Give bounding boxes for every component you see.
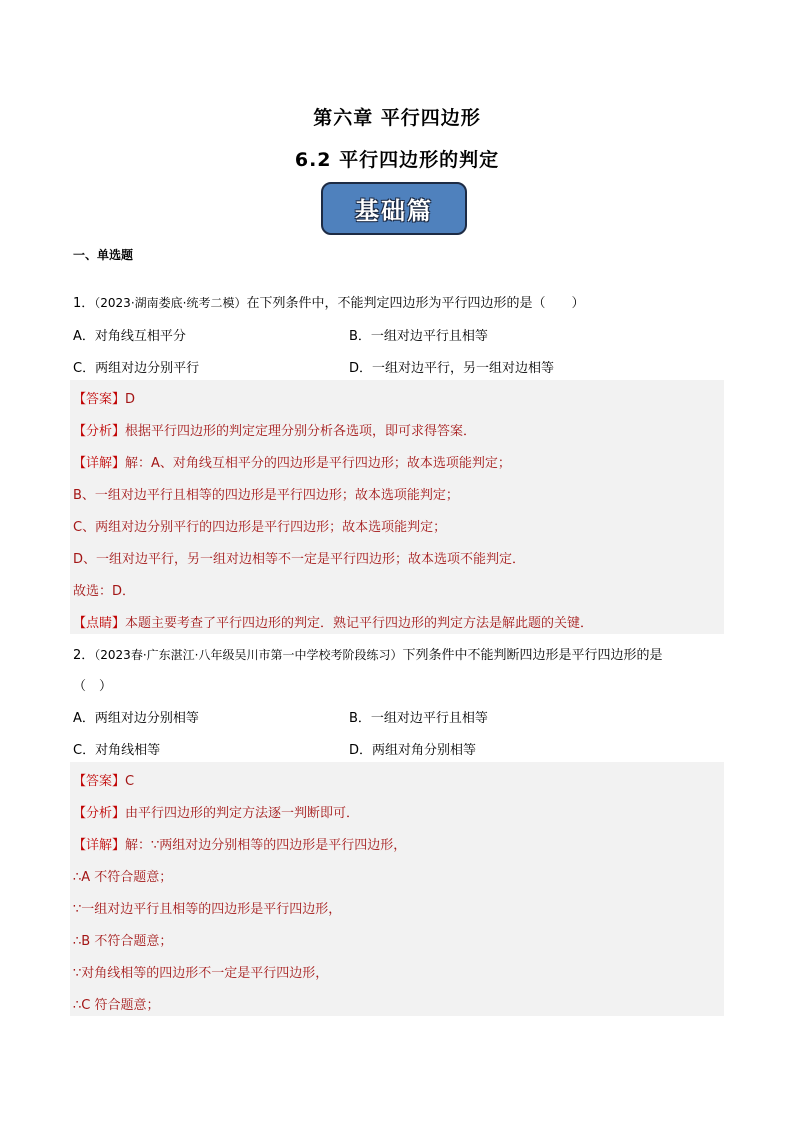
answer-tag: 【答案】 bbox=[73, 392, 126, 407]
question-number: 2． bbox=[73, 648, 95, 663]
q2-detail-line: ∴C 符合题意； bbox=[73, 998, 160, 1013]
q2-detail-line: ∵一组对边平行且相等的四边形是平行四边形， bbox=[73, 902, 342, 917]
q2-option-c: C．对角线相等 bbox=[73, 743, 161, 758]
comment-text: 本题主要考查了平行四边形的判定．熟记平行四边形的判定方法是解此题的关键． bbox=[125, 616, 594, 631]
section-title: 6.2 平行四边形的判定 bbox=[294, 149, 500, 171]
q1-detail-line: C、两组对边分别平行的四边形是平行四边形；故本选项能判定； bbox=[73, 520, 447, 535]
question-text: 在下列条件中，不能判定四边形为平行四边形的是（ ） bbox=[246, 296, 585, 311]
q2-detail-line: ∵对角线相等的四边形不一定是平行四边形， bbox=[73, 966, 329, 981]
q2-option-d: D．两组对角分别相等 bbox=[349, 743, 477, 758]
detail-line: 解：∵两组对边分别相等的四边形是平行四边形， bbox=[125, 838, 407, 853]
q1-option-b: B．一组对边平行且相等 bbox=[349, 329, 488, 344]
question-number: 1． bbox=[73, 296, 95, 311]
q1-detail bbox=[73, 452, 511, 471]
question-text: 下列条件中不能判断四边形是平行四边形的是 bbox=[402, 648, 663, 663]
detail-tag: 【详解】 bbox=[73, 838, 126, 853]
chapter-title: 第六章 平行四边形 bbox=[313, 107, 481, 129]
q1-detail-line: B、一组对边平行且相等的四边形是平行四边形；故本选项能判定； bbox=[73, 488, 459, 503]
q1-option-c: C．两组对边分别平行 bbox=[73, 361, 200, 376]
analysis-text: 根据平行四边形的判定定理分别分析各选项，即可求得答案． bbox=[125, 424, 477, 439]
question-2-stem bbox=[73, 644, 662, 663]
q2-option-a: A．两组对边分别相等 bbox=[73, 711, 199, 726]
question-source: （2023·湖南娄底·统考二模） bbox=[94, 296, 247, 310]
question-1-stem bbox=[73, 292, 584, 311]
q1-comment bbox=[73, 612, 593, 631]
analysis-text: 由平行四边形的判定方法逐一判断即可． bbox=[125, 806, 360, 821]
answer-value: C bbox=[125, 774, 135, 789]
analysis-tag: 【分析】 bbox=[73, 806, 126, 821]
analysis-tag: 【分析】 bbox=[73, 424, 126, 439]
part-heading: 一、单选题 bbox=[73, 248, 134, 262]
question-2-stem-cont: （ ） bbox=[73, 679, 113, 694]
q1-detail-line: D、一组对边平行，另一组对边相等不一定是平行四边形；故本选项不能判定． bbox=[73, 552, 526, 567]
q1-option-a: A．对角线互相平分 bbox=[73, 329, 186, 344]
detail-tag: 【详解】 bbox=[73, 456, 126, 471]
q2-option-b: B．一组对边平行且相等 bbox=[349, 711, 488, 726]
q2-answer bbox=[73, 770, 134, 789]
answer-value: D bbox=[125, 392, 136, 407]
q1-analysis bbox=[73, 420, 476, 439]
q1-answer bbox=[73, 388, 135, 407]
q1-solution-block bbox=[70, 380, 724, 634]
level-badge: 基础篇 bbox=[321, 182, 467, 235]
answer-tag: 【答案】 bbox=[73, 774, 126, 789]
q1-detail-line: 故选：D． bbox=[73, 584, 136, 599]
question-source: （2023春·广东湛江·八年级吴川市第一中学校考阶段练习） bbox=[94, 648, 403, 662]
q1-option-d: D．一组对边平行，另一组对边相等 bbox=[349, 361, 555, 376]
q2-detail bbox=[73, 834, 406, 853]
q2-analysis bbox=[73, 802, 359, 821]
q2-detail-line: ∴A 不符合题意； bbox=[73, 870, 173, 885]
comment-tag: 【点睛】 bbox=[73, 616, 126, 631]
q2-detail-line: ∴B 不符合题意； bbox=[73, 934, 173, 949]
detail-line: 解：A、对角线互相平分的四边形是平行四边形；故本选项能判定； bbox=[125, 456, 511, 471]
